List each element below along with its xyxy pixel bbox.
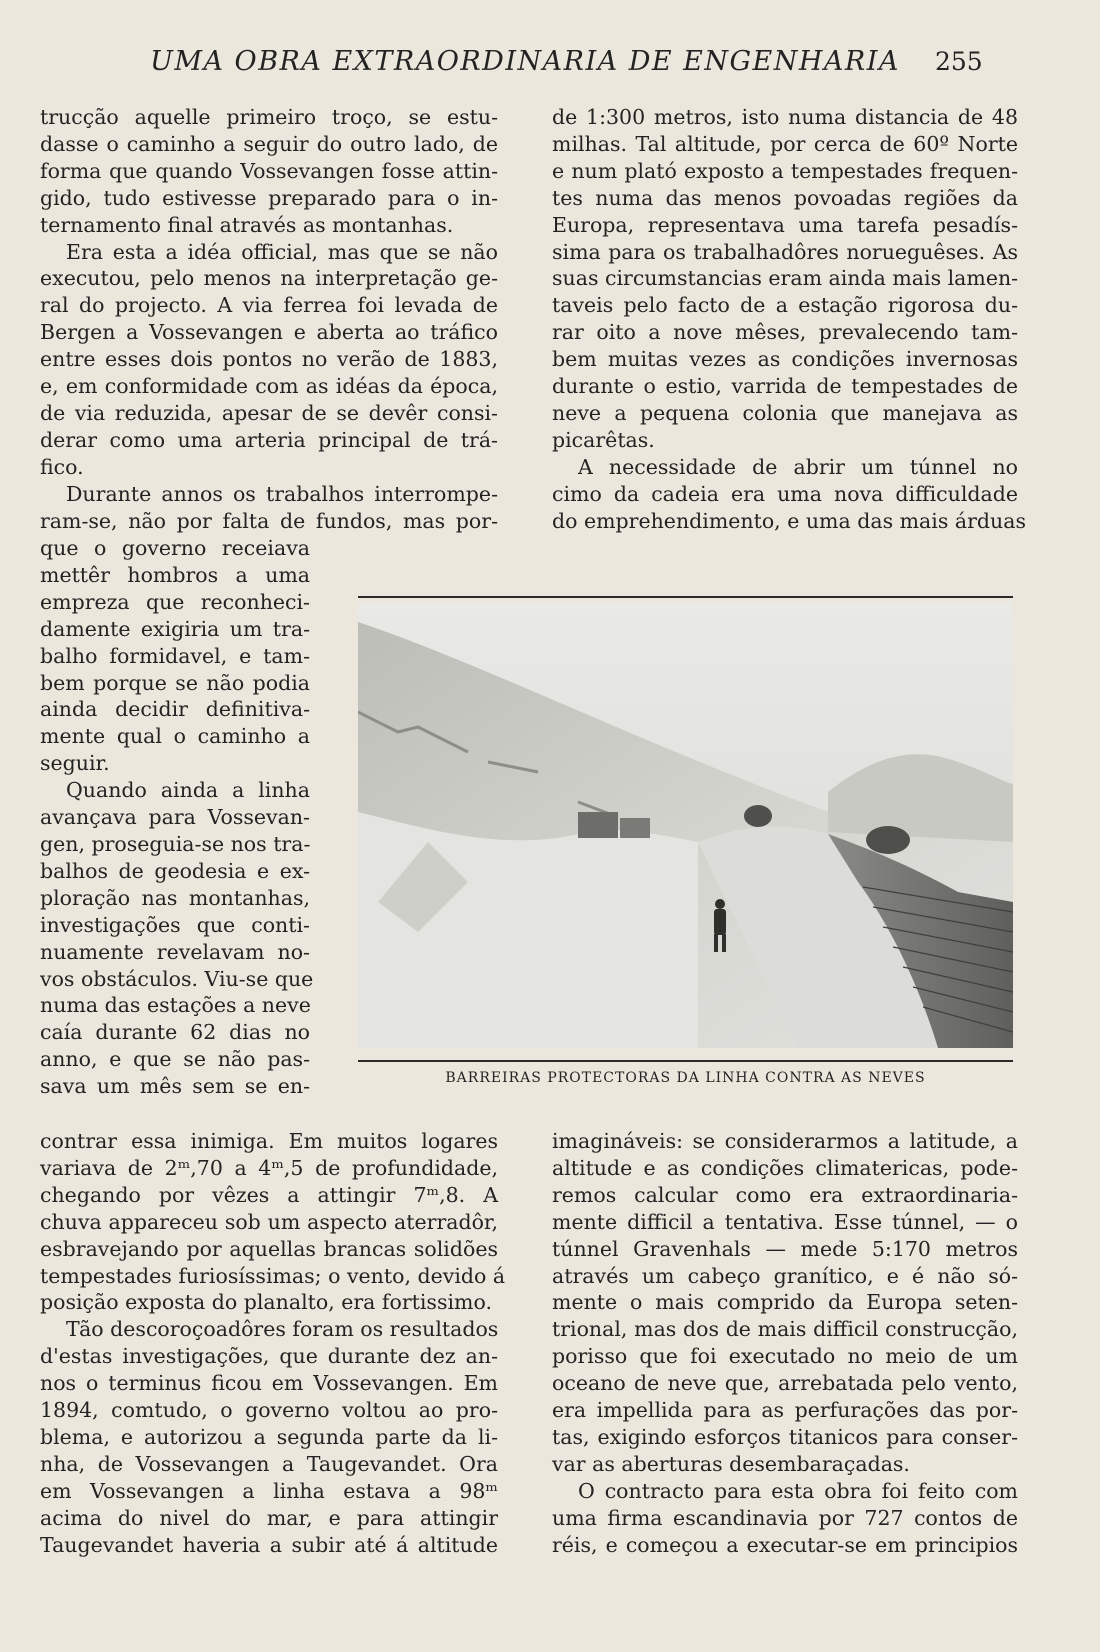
text-line: oceano de neve que, arrebatada pelo vento, [552,1371,1018,1396]
text-line: em Vossevangen a linha estava a 98ᵐ [40,1478,498,1503]
text-line: ploração nas montanhas, [40,885,310,910]
text-line: 1894, comtudo, o governo voltou ao pro- [40,1398,498,1423]
text-line: rar oito a nove mêses, prevalecendo tam- [552,320,1018,345]
text-line: variava de 2ᵐ,70 a 4ᵐ,5 de profundidade, [40,1155,498,1180]
text-line: Quando ainda a linha [66,778,310,803]
text-line: túnnel Gravenhals — mede 5:170 metros [552,1236,1018,1261]
text-line: que o governo receiava [40,536,310,560]
text-line: anno, e que se não pas- [40,1047,310,1072]
text-line: durante o estio, varrida de tempestades de [552,374,1018,399]
text-line: picarêtas. [552,427,655,452]
page-number: 255 [935,47,983,76]
left-column-narrow [40,535,314,1100]
text-line: vos obstáculos. Viu-se que [40,966,314,991]
text-line: nos o terminus ficou em Vossevangen. Em [40,1371,498,1396]
text-line: através um cabeço granítico, e é não só- [552,1263,1018,1288]
snow-drift [358,812,698,1048]
text-line: ainda decidir definitiva- [40,697,310,722]
text-line: caía durante 62 dias no [40,1020,310,1045]
text-line: e, em conformidade com as idéas da época, [40,374,498,399]
text-line: gen, proseguia-se nos tra- [40,831,311,856]
figure-photo [358,596,1013,1062]
text-line: chegando por vêzes a attingir 7ᵐ,8. A [40,1182,498,1207]
text-line: empreza que reconheci- [40,589,310,614]
text-line: esbravejando por aquellas brancas solidões [40,1236,498,1261]
text-line: d'estas investigações, que durante dez an- [40,1344,498,1369]
left-column-top [40,104,498,535]
text-line: contrar essa inimiga. Em muitos logares [40,1129,498,1153]
text-line: executou, pelo menos na interpretação ge- [40,266,498,291]
text-line: balhos de geodesia e ex- [40,858,310,883]
dark-rock [866,826,910,854]
running-head: UMA OBRA EXTRAORDINARIA DE ENGENHARIA [150,46,900,77]
text-line: remos calcular como era extraordinaria- [552,1182,1018,1207]
text-line: balho formidavel, e tam- [40,643,310,668]
text-line: altitude e as condições climatericas, pode- [552,1155,1018,1180]
text-line: blema, e autorizou a segunda parte da li- [40,1424,498,1449]
text-line: neve a pequena colonia que manejava as [552,400,1018,425]
text-line: Era esta a idéa official, mas que se não [66,239,498,264]
text-line: bem porque se não podia [40,670,310,695]
text-line: cimo da cadeia era uma nova difficuldade [552,481,1018,506]
text-line: réis, e começou a executar-se em principios [552,1532,1018,1557]
text-line: e num plató exposto a tempestades frequen- [552,158,1018,183]
snow-shed-middle [620,818,650,838]
text-line: dasse o caminho a seguir do outro lado, de [40,131,498,156]
text-line: O contracto para esta obra foi feito com [578,1478,1018,1503]
text-line: fico. [40,454,84,479]
text-line: suas circumstancias eram ainda mais lamen- [552,266,1019,291]
left-column-bottom [40,1128,506,1559]
text-line: mente o mais comprido da Europa seten- [552,1290,1018,1315]
text-line: Taugevandet haveria a subir até á altitude [40,1532,498,1557]
text-line: chuva appareceu sob um aspecto aterradôr, [40,1209,498,1234]
text-line: bem muitas vezes as condições invernosas [552,347,1018,372]
figure-caption: BARREIRAS PROTECTORAS DA LINHA CONTRA AS NEVES [445,1070,926,1086]
text-line: avançava para Vossevan- [40,805,310,830]
text-line: derar como uma arteria principal de trá- [40,427,498,452]
text-line: entre esses dois pontos no verão de 1883, [40,347,498,372]
text-line: investigações que conti- [40,912,310,937]
text-line: do emprehendimento, e uma das mais árduas [552,508,1026,533]
text-line: seguir. [40,751,110,776]
text-line: trional, mas dos de mais difficil construcção, [552,1317,1018,1342]
text-line: mente difficil a tentativa. Esse túnnel, — o [552,1209,1018,1234]
text-line: porisso que foi executado no meio de um [552,1344,1018,1369]
tunnel-portal [744,805,772,827]
text-line: posição exposta do planalto, era fortissimo. [40,1290,492,1315]
text-line: de via reduzida, apesar de se devêr consi- [40,400,498,425]
text-line: gido, tudo estivesse preparado para o in- [40,185,498,210]
text-line: nha, de Vossevangen a Taugevandet. Ora [40,1451,498,1476]
text-line: tempestades furiosíssimas; o vento, devido á [40,1263,506,1288]
text-line: Tão descoroçoadôres foram os resultados [66,1317,499,1342]
text-line: damente exigiria um tra- [40,616,310,641]
text-line: Europa, representava uma tarefa pesadís- [552,212,1018,237]
text-line: mettêr hombros a uma [40,562,310,587]
text-line: nuamente revelavam no- [40,939,310,964]
text-line: numa das estações a neve [40,993,311,1018]
text-line: Bergen a Vossevangen e aberta ao tráfico [40,320,498,345]
text-line: tes numa das menos povoadas regiões da [552,185,1018,210]
text-line: trucção aquelle primeiro troço, se estu- [40,105,498,129]
text-line: ral do projecto. A via ferrea foi levada de [40,293,498,318]
text-line: acima do nivel do mar, e para attingir [40,1505,498,1530]
text-line: tas, exigindo esforços titanicos para conser- [552,1424,1018,1449]
text-line: A necessidade de abrir um túnnel no [578,454,1018,479]
right-column-bottom [552,1128,1018,1559]
text-line: era impellida para as perfurações das por- [552,1398,1018,1423]
text-line: taveis pelo facto de a estação rigorosa du- [552,293,1018,318]
text-line: sava um mês sem se en- [40,1074,310,1099]
text-line: ternamento final através as montanhas. [40,212,454,237]
text-line: milhas. Tal altitude, por cerca de 60º Norte [552,131,1018,156]
snow-shed-left [578,812,618,838]
right-column-top [552,104,1026,535]
text-line: var as aberturas desembaraçadas. [552,1451,910,1476]
text-line: uma firma escandinavia por 727 contos de [552,1505,1018,1530]
text-line: imagináveis: se considerarmos a latitude, a [552,1129,1018,1153]
text-line: sima para os trabalhadôres norueguêses. As [552,239,1018,264]
text-line: forma que quando Vossevangen fosse attin- [40,158,498,183]
text-line: mente qual o caminho a [40,724,310,749]
text-line: de 1:300 metros, isto numa distancia de 48 [552,105,1018,129]
text-line: Durante annos os trabalhos interrompe- [66,481,498,506]
snow-barrier-photo [358,602,1013,1048]
text-line: ram-se, não por falta de fundos, mas por- [40,508,498,533]
